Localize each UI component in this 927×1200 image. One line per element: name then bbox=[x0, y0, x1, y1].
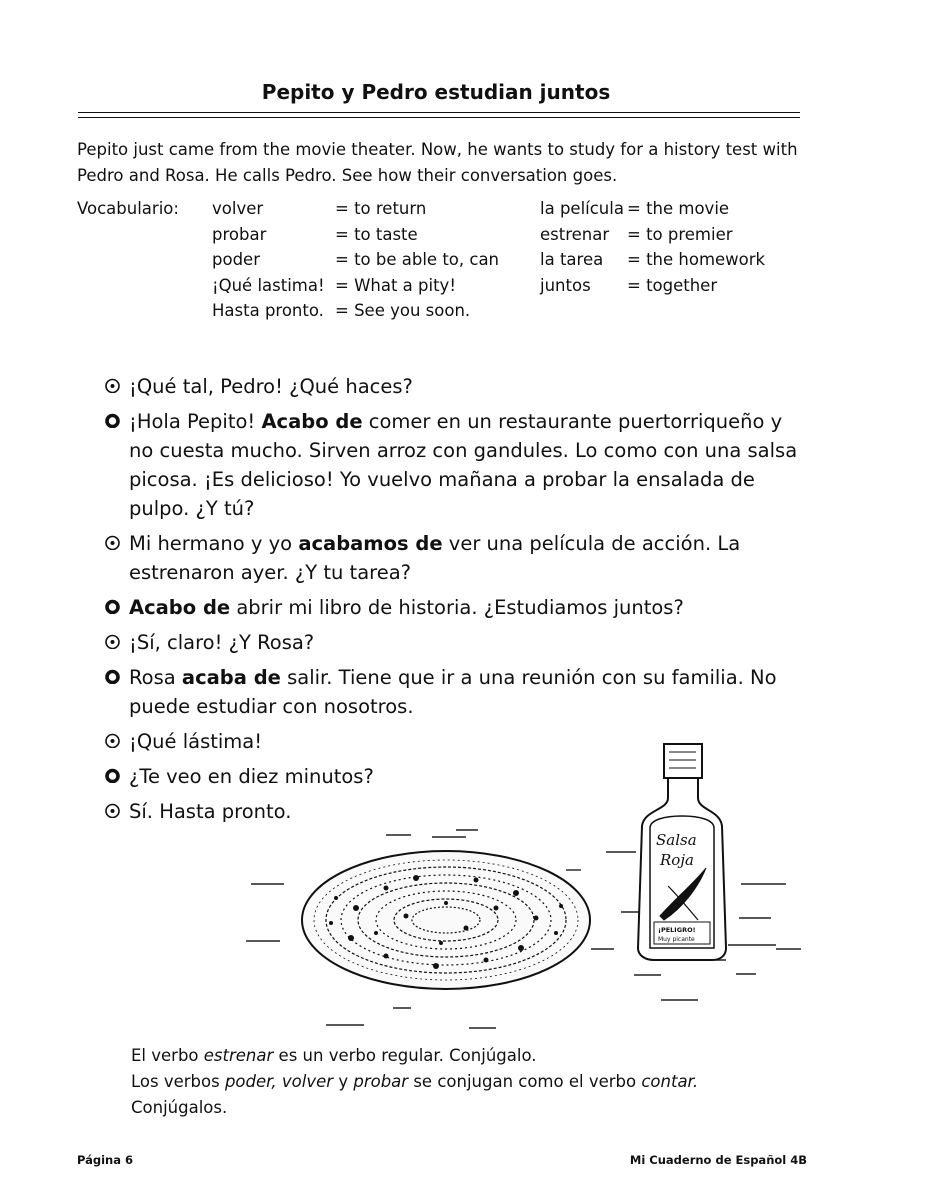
vocab-definition: = to premier bbox=[627, 224, 733, 244]
vocab-definition: = to be able to, can bbox=[335, 250, 500, 269]
dialogue-line-pedro: ¿Te veo en diez minutos? bbox=[104, 762, 489, 791]
rice-plate bbox=[302, 851, 590, 989]
circle-dot-icon bbox=[104, 529, 126, 558]
bold-ring-icon bbox=[104, 762, 126, 791]
dialogue-line-pedro: Acabo de abrir mi libro de historia. ¿Estudiamos juntos? bbox=[104, 593, 804, 622]
hot-sauce-bottle bbox=[638, 744, 726, 960]
vocab-term: la película bbox=[540, 199, 624, 218]
circle-dot-icon bbox=[104, 797, 126, 826]
vocab-definition: = the movie bbox=[627, 199, 730, 218]
vocab-definition: = to return bbox=[335, 199, 427, 218]
bottle-label-text: Salsa bbox=[656, 831, 697, 849]
bold-ring-icon bbox=[104, 407, 126, 436]
vocab-term: estrenar bbox=[540, 224, 610, 244]
dialogue-line-pepito: ¡Qué lástima! bbox=[104, 727, 489, 756]
intro-paragraph: Pepito just came from the movie theater. Now, he wants to study for a history test with Pedro and Rosa. He calls Pedro. See how their conversation goes. bbox=[77, 140, 798, 185]
book-title: Mi Cuaderno de Español 4B bbox=[629, 1153, 807, 1167]
vocab-term: poder bbox=[212, 250, 260, 269]
instructions bbox=[131, 1043, 698, 1121]
vocab-definition: = the homework bbox=[627, 250, 766, 269]
title-divider-top bbox=[78, 112, 800, 113]
circle-dot-icon bbox=[104, 372, 126, 401]
dialogue-line-pepito: Mi hermano y yo acabamos de ver una película de acción. La estrenaron ayer. ¿Y tu tarea? bbox=[104, 529, 804, 587]
vocab-definition: = together bbox=[627, 275, 718, 295]
vocab-definition: = What a pity! bbox=[335, 275, 456, 295]
dialogue-line-pepito: Sí. Hasta pronto. bbox=[104, 797, 489, 826]
vocab-term: probar bbox=[212, 224, 267, 244]
circle-dot-icon bbox=[104, 727, 126, 756]
page-title: Pepito y Pedro estudian juntos bbox=[261, 80, 611, 104]
circle-dot-icon bbox=[104, 628, 126, 657]
page-number: Página 6 bbox=[77, 1153, 134, 1167]
vocab-definition: = See you soon. bbox=[335, 301, 471, 320]
bottle-warning-text: ¡PELIGRO! bbox=[658, 926, 696, 934]
instruction-line: Los verbos poder, volver y probar se conjugan como el verbo contar. bbox=[131, 1072, 699, 1091]
instruction-line: El verbo estrenar es un verbo regular. Conjúgalo. bbox=[131, 1046, 537, 1065]
instruction-line: Conjúgalos. bbox=[131, 1098, 228, 1117]
bold-ring-icon bbox=[104, 593, 126, 622]
food-illustration bbox=[236, 738, 806, 1038]
vocab-term: Hasta pronto. bbox=[212, 301, 324, 320]
vocab-term: volver bbox=[212, 199, 264, 218]
vocab-term: ¡Qué lastima! bbox=[212, 275, 325, 295]
dialogue-line-pepito: ¡Qué tal, Pedro! ¿Qué haces? bbox=[104, 372, 489, 401]
vocabulary-label: Vocabulario: bbox=[77, 199, 179, 218]
vocab-definition: = to taste bbox=[335, 224, 418, 244]
dialogue-line-pepito: ¡Sí, claro! ¿Y Rosa? bbox=[104, 628, 489, 657]
vocab-term: la tarea bbox=[540, 250, 604, 269]
vocab-term: juntos bbox=[540, 275, 591, 295]
bold-ring-icon bbox=[104, 663, 126, 692]
bottle-label-text: Roja bbox=[660, 851, 694, 869]
dialogue-line-pedro: ¡Hola Pepito! Acabo de comer en un restaurante puertorriqueño y no cuesta mucho. Sirven arroz con gandules. Lo como con una salsa picosa. ¡Es delicioso! Yo vuelvo mañana a probar la ensalada de pulpo. ¿Y tú? bbox=[104, 407, 804, 523]
title-divider-bottom bbox=[78, 117, 800, 118]
bottle-warning-subtext: Muy picante bbox=[658, 936, 695, 943]
dialogue-line-pedro: Rosa acaba de salir. Tiene que ir a una reunión con su familia. No puede estudiar con nosotros. bbox=[104, 663, 804, 721]
